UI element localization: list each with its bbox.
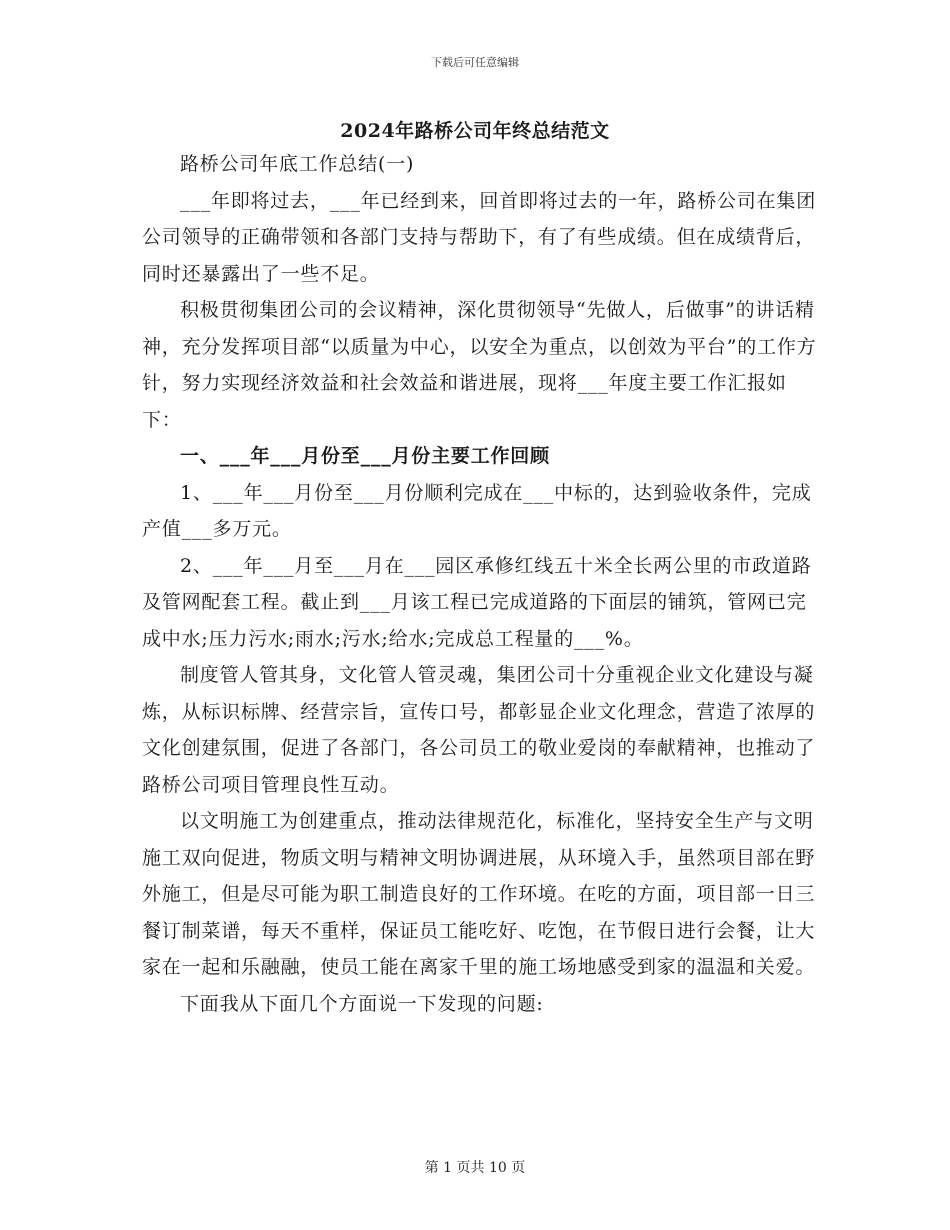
section-heading: 一、___年___月份至___月份主要工作回顾: [180, 445, 550, 467]
paragraph-item-1: 1、___年___月份至___月份顺利完成在___中标的，达到验收条件，完成产值___多万元。: [142, 481, 812, 540]
paragraph-intro: ___年即将过去，___年已经到来，回首即将过去的一年，路桥公司在集团公司领导的正确带领和各部门支持与帮助下，有了有些成绩。但在成绩背后，同时还暴露出了一些不足。: [142, 189, 817, 285]
page-header: 下载后可任意编辑: [431, 56, 519, 69]
document-title: 2024年路桥公司年终总结范文: [340, 120, 610, 142]
document-subtitle: 路桥公司年底工作总结(一): [180, 153, 415, 175]
paragraph-spirit: 积极贯彻集团公司的会议精神，深化贯彻领导“先做人，后做事”的讲话精神，充分发挥项目部“以质量为中心，以安全为重点，以创效为平台”的工作方针，努力实现经济效益和社会效益和谐进展，现将___年度主要工作汇报如下：: [142, 299, 817, 431]
paragraph-item-2: 2、___年___月至___月在___园区承修红线五十米全长两公里的市政道路及管网配套工程。截止到___月该工程已完成道路的下面层的铺筑，管网已完成中水;压力污水;雨水;污水;给水;完成总工程量的___%。: [142, 554, 812, 650]
paragraph-civilized: 以文明施工为创建重点，推动法律规范化，标准化，坚持安全生产与文明施工双向促进，物质文明与精神文明协调进展，从环境入手，虽然项目部在野外施工，但是尽可能为职工制造良好的工作环境。在吃的方面，项目部一日三餐订制菜谱，每天不重样，保证员工能吃好、吃饱，在节假日进行会餐，让大家在一起和乐融融，使员工能在离家千里的施工场地感受到家的温温和关爱。: [142, 810, 816, 978]
paragraph-problems: 下面我从下面几个方面说一下发现的问题:: [180, 992, 544, 1015]
page-footer: 第 1 页共 10 页: [424, 1160, 526, 1176]
document-body: [142, 146, 822, 1022]
paragraph-culture: 制度管人管其身，文化管人管灵魂，集团公司十分重视企业文化建设与凝炼，从标识标牌、经营宗旨，宣传口号，都彰显企业文化理念，营造了浓厚的文化创建氛围，促进了各部门，各公司员工的敬业爱岗的奉献精神，也推动了路桥公司项目管理良性互动。: [142, 664, 816, 796]
